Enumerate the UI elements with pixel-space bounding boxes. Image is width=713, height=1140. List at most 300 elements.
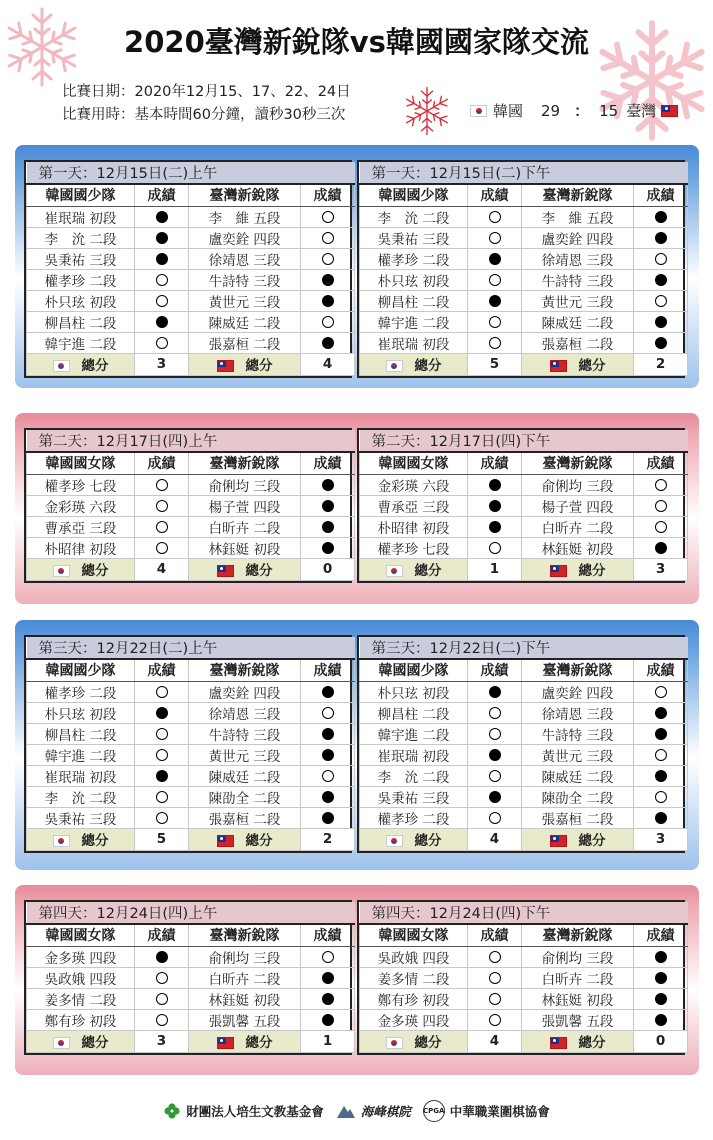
table-row (27, 332, 355, 353)
taiwan-result (634, 227, 688, 248)
table-row (360, 290, 688, 311)
result-stone-icon (322, 232, 334, 244)
table-row (27, 765, 355, 786)
taiwan-result (634, 681, 688, 702)
session-header: 第四天：12月24日(四)上午 (27, 902, 355, 924)
result-stone-icon (322, 500, 334, 512)
result-stone-icon (655, 1014, 667, 1026)
taiwan-player: 李 維 五段 (522, 206, 634, 227)
table-row (360, 516, 688, 537)
table-row (360, 474, 688, 495)
korea-result (468, 946, 522, 967)
result-header: 成績 (301, 184, 355, 206)
korea-label: 韓國 (493, 102, 524, 120)
korea-player: 鄭有珍 初段 (360, 988, 468, 1009)
taiwan-player: 牛詩特 三段 (189, 723, 301, 744)
result-stone-icon (156, 211, 168, 223)
korea-result (468, 332, 522, 353)
result-stone-icon (156, 295, 168, 307)
result-stone-icon (322, 791, 334, 803)
taiwan-player: 黃世元 三段 (522, 290, 634, 311)
korea-player: 吳秉祐 三段 (360, 786, 468, 807)
korea-total: 5 (468, 353, 522, 375)
korea-result (468, 516, 522, 537)
taiwan-result (301, 744, 355, 765)
korea-result (468, 702, 522, 723)
table-row (27, 723, 355, 744)
table-row (27, 516, 355, 537)
taiwan-player: 陳威廷 二段 (189, 311, 301, 332)
taiwan-result (301, 290, 355, 311)
taiwan-player: 陳威廷 二段 (522, 765, 634, 786)
result-stone-icon (322, 972, 334, 984)
time-rule: 比賽用時：基本時間60分鐘，讀秒30秒三次 (62, 107, 346, 123)
korea-total: 4 (468, 828, 522, 850)
taiwan-player: 徐靖恩 三段 (189, 248, 301, 269)
korea-flag-icon (386, 565, 403, 577)
result-stone-icon (655, 542, 667, 554)
result-stone-icon (655, 274, 667, 286)
taiwan-player: 白昕卉 二段 (522, 516, 634, 537)
table-row (27, 681, 355, 702)
result-stone-icon (322, 316, 334, 328)
korea-result (468, 495, 522, 516)
korea-result (135, 967, 189, 988)
session-table (357, 900, 685, 1055)
korea-player: 朴昭律 初段 (360, 516, 468, 537)
mountain-logo-icon (336, 1103, 356, 1119)
taiwan-result (301, 495, 355, 516)
session-table (24, 160, 352, 378)
korea-result (135, 516, 189, 537)
taiwan-player: 盧奕銓 四段 (522, 227, 634, 248)
taiwan-result (301, 988, 355, 1009)
total-label: 總分 (578, 563, 606, 579)
taiwan-total: 1 (301, 1030, 355, 1052)
taiwan-result (634, 702, 688, 723)
result-stone-icon (655, 337, 667, 349)
korea-result (135, 474, 189, 495)
taiwan-player: 楊子萱 四段 (189, 495, 301, 516)
korea-result (468, 537, 522, 558)
result-stone-icon (322, 993, 334, 1005)
taiwan-total-cell (522, 558, 634, 580)
result-stone-icon (655, 728, 667, 740)
result-header: 成績 (301, 924, 355, 946)
total-label: 總分 (81, 358, 109, 374)
taiwan-player: 盧奕銓 四段 (189, 681, 301, 702)
result-stone-icon (655, 812, 667, 824)
taiwan-flag-icon (217, 1037, 234, 1049)
taiwan-result (634, 332, 688, 353)
result-header: 成績 (634, 659, 688, 681)
korea-total: 1 (468, 558, 522, 580)
korea-player: 韓宇進 二段 (360, 723, 468, 744)
result-stone-icon (655, 749, 667, 761)
taiwan-result (634, 765, 688, 786)
korea-result (135, 227, 189, 248)
table-row (360, 269, 688, 290)
result-stone-icon (655, 253, 667, 265)
taiwan-player: 張嘉桓 二段 (189, 332, 301, 353)
result-stone-icon (489, 500, 501, 512)
table-row (360, 332, 688, 353)
korea-result (468, 744, 522, 765)
result-stone-icon (322, 295, 334, 307)
korea-result (135, 311, 189, 332)
korea-total-cell (27, 558, 135, 580)
taiwan-result (634, 269, 688, 290)
taiwan-result (301, 516, 355, 537)
table-row (27, 967, 355, 988)
taiwan-player: 盧奕銓 四段 (189, 227, 301, 248)
taiwan-label: 臺灣 (626, 102, 657, 120)
taiwan-player: 陳威廷 二段 (522, 311, 634, 332)
table-row (27, 474, 355, 495)
taiwan-total-cell (189, 828, 301, 850)
taiwan-result (301, 967, 355, 988)
table-row (360, 248, 688, 269)
taiwan-result (634, 474, 688, 495)
taiwan-team-header: 臺灣新銳隊 (189, 452, 301, 474)
result-stone-icon (489, 791, 501, 803)
taiwan-result (301, 311, 355, 332)
result-header: 成績 (301, 659, 355, 681)
korea-player: 柳昌柱 二段 (360, 702, 468, 723)
korea-player: 崔珉瑞 初段 (360, 744, 468, 765)
korea-total: 4 (135, 558, 189, 580)
taiwan-result (301, 786, 355, 807)
korea-flag-icon (386, 1037, 403, 1049)
taiwan-team-header: 臺灣新銳隊 (189, 659, 301, 681)
table-row (360, 702, 688, 723)
session-header: 第二天：12月17日(四)下午 (360, 430, 688, 452)
taiwan-result (301, 227, 355, 248)
taiwan-player: 黃世元 三段 (189, 744, 301, 765)
korea-flag-icon (470, 105, 487, 117)
korea-result (468, 988, 522, 1009)
result-stone-icon (489, 728, 501, 740)
session-header: 第二天：12月17日(四)上午 (27, 430, 355, 452)
korea-result (468, 206, 522, 227)
korea-total: 4 (468, 1030, 522, 1052)
result-header: 成績 (135, 924, 189, 946)
taiwan-team-header: 臺灣新銳隊 (522, 184, 634, 206)
taiwan-player: 白昕卉 二段 (522, 967, 634, 988)
total-label: 總分 (578, 1035, 606, 1051)
result-header: 成績 (135, 659, 189, 681)
table-row (360, 744, 688, 765)
total-label: 總分 (81, 833, 109, 849)
korea-player: 吳政娥 四段 (27, 967, 135, 988)
table-row (360, 786, 688, 807)
result-stone-icon (489, 951, 501, 963)
taiwan-player: 林鈺娗 初段 (189, 537, 301, 558)
taiwan-result (301, 681, 355, 702)
result-stone-icon (489, 542, 501, 554)
korea-player: 朴只玹 初段 (27, 702, 135, 723)
korea-player: 金多瑛 四段 (27, 946, 135, 967)
korea-player: 權孝珍 七段 (360, 537, 468, 558)
table-row (27, 946, 355, 967)
total-label: 總分 (245, 563, 273, 579)
korea-player: 柳昌柱 二段 (27, 311, 135, 332)
korea-result (135, 946, 189, 967)
korea-flag-icon (386, 835, 403, 847)
table-row (360, 537, 688, 558)
table-row (27, 744, 355, 765)
korea-player: 權孝珍 二段 (360, 807, 468, 828)
result-stone-icon (156, 812, 168, 824)
taiwan-result (634, 311, 688, 332)
korea-result (468, 269, 522, 290)
taiwan-team-header: 臺灣新銳隊 (189, 184, 301, 206)
korea-total-cell (27, 1030, 135, 1052)
taiwan-player: 林鈺娗 初段 (522, 988, 634, 1009)
korea-result (135, 495, 189, 516)
result-header: 成績 (301, 452, 355, 474)
taiwan-total: 0 (301, 558, 355, 580)
total-label: 總分 (414, 833, 442, 849)
taiwan-flag-icon (550, 1037, 567, 1049)
taiwan-player: 張凱馨 五段 (189, 1009, 301, 1030)
table-row (27, 269, 355, 290)
korea-result (135, 702, 189, 723)
taiwan-player: 張嘉桓 二段 (522, 807, 634, 828)
result-stone-icon (322, 707, 334, 719)
korea-flag-icon (53, 565, 70, 577)
result-stone-icon (322, 521, 334, 533)
result-stone-icon (489, 521, 501, 533)
taiwan-player: 林鈺娗 初段 (189, 988, 301, 1009)
korea-player: 金多瑛 四段 (360, 1009, 468, 1030)
result-stone-icon (655, 972, 667, 984)
taiwan-total-cell (189, 1030, 301, 1052)
result-stone-icon (156, 993, 168, 1005)
total-label: 總分 (81, 1035, 109, 1051)
taiwan-player: 張嘉桓 二段 (522, 332, 634, 353)
result-stone-icon (655, 316, 667, 328)
result-stone-icon (489, 316, 501, 328)
korea-flag-icon (53, 1037, 70, 1049)
table-row (360, 681, 688, 702)
taiwan-player: 盧奕銓 四段 (522, 681, 634, 702)
korea-result (468, 227, 522, 248)
korea-result (468, 290, 522, 311)
result-stone-icon (322, 274, 334, 286)
korea-player: 韓宇進 二段 (27, 744, 135, 765)
korea-team-header: 韓國國女隊 (360, 924, 468, 946)
result-stone-icon (322, 337, 334, 349)
taiwan-result (301, 807, 355, 828)
taiwan-result (301, 248, 355, 269)
taiwan-result (634, 807, 688, 828)
korea-player: 崔珉瑞 初段 (360, 332, 468, 353)
result-stone-icon (655, 295, 667, 307)
taiwan-result (301, 723, 355, 744)
korea-player: 吳秉祐 三段 (360, 227, 468, 248)
result-stone-icon (489, 972, 501, 984)
taiwan-result (301, 702, 355, 723)
korea-player: 權孝珍 二段 (27, 269, 135, 290)
taiwan-player: 陳劭全 二段 (189, 786, 301, 807)
result-stone-icon (156, 1014, 168, 1026)
taiwan-total: 2 (301, 828, 355, 850)
taiwan-score: 15 (599, 101, 619, 120)
match-dates: 比賽日期：2020年12月15、17、22、24日 (62, 84, 351, 100)
taiwan-player: 楊子萱 四段 (522, 495, 634, 516)
taiwan-total: 4 (301, 353, 355, 375)
sponsor-2: 海峰棋院 (360, 1104, 411, 1119)
result-stone-icon (655, 521, 667, 533)
taiwan-total: 3 (634, 558, 688, 580)
result-stone-icon (156, 337, 168, 349)
korea-player: 權孝珍 二段 (360, 248, 468, 269)
table-row (360, 967, 688, 988)
result-stone-icon (489, 232, 501, 244)
table-row (360, 988, 688, 1009)
result-stone-icon (156, 542, 168, 554)
taiwan-player: 牛詩特 三段 (189, 269, 301, 290)
taiwan-flag-icon (217, 360, 234, 372)
result-stone-icon (489, 295, 501, 307)
session-table (357, 428, 685, 583)
taiwan-player: 白昕卉 二段 (189, 516, 301, 537)
taiwan-player: 徐靖恩 三段 (522, 248, 634, 269)
taiwan-total: 0 (634, 1030, 688, 1052)
taiwan-player: 俞俐均 三段 (522, 474, 634, 495)
table-row (27, 311, 355, 332)
taiwan-total-cell (189, 558, 301, 580)
korea-result (135, 988, 189, 1009)
taiwan-team-header: 臺灣新銳隊 (522, 452, 634, 474)
taiwan-player: 黃世元 三段 (522, 744, 634, 765)
result-stone-icon (156, 972, 168, 984)
korea-player: 朴只玹 初段 (360, 681, 468, 702)
korea-player: 柳昌柱 二段 (27, 723, 135, 744)
korea-player: 朴只玹 初段 (27, 290, 135, 311)
result-stone-icon (322, 812, 334, 824)
korea-player: 李 沇 二段 (27, 786, 135, 807)
taiwan-result (634, 248, 688, 269)
taiwan-flag-icon (661, 105, 678, 117)
korea-team-header: 韓國國女隊 (360, 452, 468, 474)
korea-player: 鄭有珍 初段 (27, 1009, 135, 1030)
korea-result (468, 723, 522, 744)
korea-team-header: 韓國國女隊 (27, 924, 135, 946)
korea-player: 韓宇進 二段 (27, 332, 135, 353)
korea-total-cell (360, 353, 468, 375)
result-header: 成績 (135, 452, 189, 474)
result-stone-icon (156, 791, 168, 803)
result-stone-icon (489, 770, 501, 782)
korea-result (135, 744, 189, 765)
result-header: 成績 (468, 184, 522, 206)
korea-total: 3 (135, 353, 189, 375)
session-header: 第一天：12月15日(二)上午 (27, 162, 355, 184)
table-row (27, 807, 355, 828)
korea-result (135, 723, 189, 744)
result-stone-icon (655, 707, 667, 719)
taiwan-total: 3 (634, 828, 688, 850)
result-header: 成績 (634, 924, 688, 946)
taiwan-player: 張凱馨 五段 (522, 1009, 634, 1030)
total-label: 總分 (414, 1035, 442, 1051)
taiwan-player: 牛詩特 三段 (522, 723, 634, 744)
result-stone-icon (489, 337, 501, 349)
korea-total-cell (360, 828, 468, 850)
taiwan-result (301, 1009, 355, 1030)
korea-result (135, 765, 189, 786)
session-header: 第一天：12月15日(二)下午 (360, 162, 688, 184)
korea-player: 姜多情 二段 (360, 967, 468, 988)
korea-player: 曹承亞 三段 (360, 495, 468, 516)
korea-result (468, 248, 522, 269)
total-label: 總分 (81, 563, 109, 579)
result-stone-icon (655, 770, 667, 782)
taiwan-player: 黃世元 三段 (189, 290, 301, 311)
korea-player: 朴只玹 初段 (360, 269, 468, 290)
table-row (360, 723, 688, 744)
session-table (24, 635, 352, 853)
result-stone-icon (156, 749, 168, 761)
taiwan-result (301, 537, 355, 558)
result-stone-icon (156, 479, 168, 491)
korea-flag-icon (53, 360, 70, 372)
taiwan-result (301, 946, 355, 967)
korea-result (468, 967, 522, 988)
result-stone-icon (655, 951, 667, 963)
result-stone-icon (156, 728, 168, 740)
korea-result (135, 290, 189, 311)
result-stone-icon (156, 232, 168, 244)
korea-team-header: 韓國國少隊 (360, 184, 468, 206)
korea-result (468, 786, 522, 807)
taiwan-result (634, 290, 688, 311)
korea-player: 權孝珍 二段 (27, 681, 135, 702)
result-stone-icon (322, 686, 334, 698)
korea-total-cell (27, 353, 135, 375)
table-row (360, 765, 688, 786)
korea-result (135, 807, 189, 828)
korea-player: 曹承亞 三段 (27, 516, 135, 537)
taiwan-total: 2 (634, 353, 688, 375)
table-row (27, 248, 355, 269)
result-stone-icon (156, 686, 168, 698)
result-stone-icon (156, 253, 168, 265)
korea-result (135, 681, 189, 702)
session-table (357, 160, 685, 378)
session-header: 第三天：12月22日(二)上午 (27, 637, 355, 659)
result-stone-icon (322, 253, 334, 265)
korea-result (468, 474, 522, 495)
korea-player: 崔珉瑞 初段 (27, 765, 135, 786)
result-header: 成績 (468, 924, 522, 946)
total-label: 總分 (245, 358, 273, 374)
result-stone-icon (655, 500, 667, 512)
taiwan-result (301, 765, 355, 786)
table-row (27, 290, 355, 311)
result-stone-icon (156, 707, 168, 719)
korea-total: 5 (135, 828, 189, 850)
taiwan-result (634, 206, 688, 227)
result-stone-icon (322, 728, 334, 740)
total-label: 總分 (245, 833, 273, 849)
table-row (360, 311, 688, 332)
result-stone-icon (489, 812, 501, 824)
taiwan-result (634, 537, 688, 558)
result-stone-icon (489, 211, 501, 223)
